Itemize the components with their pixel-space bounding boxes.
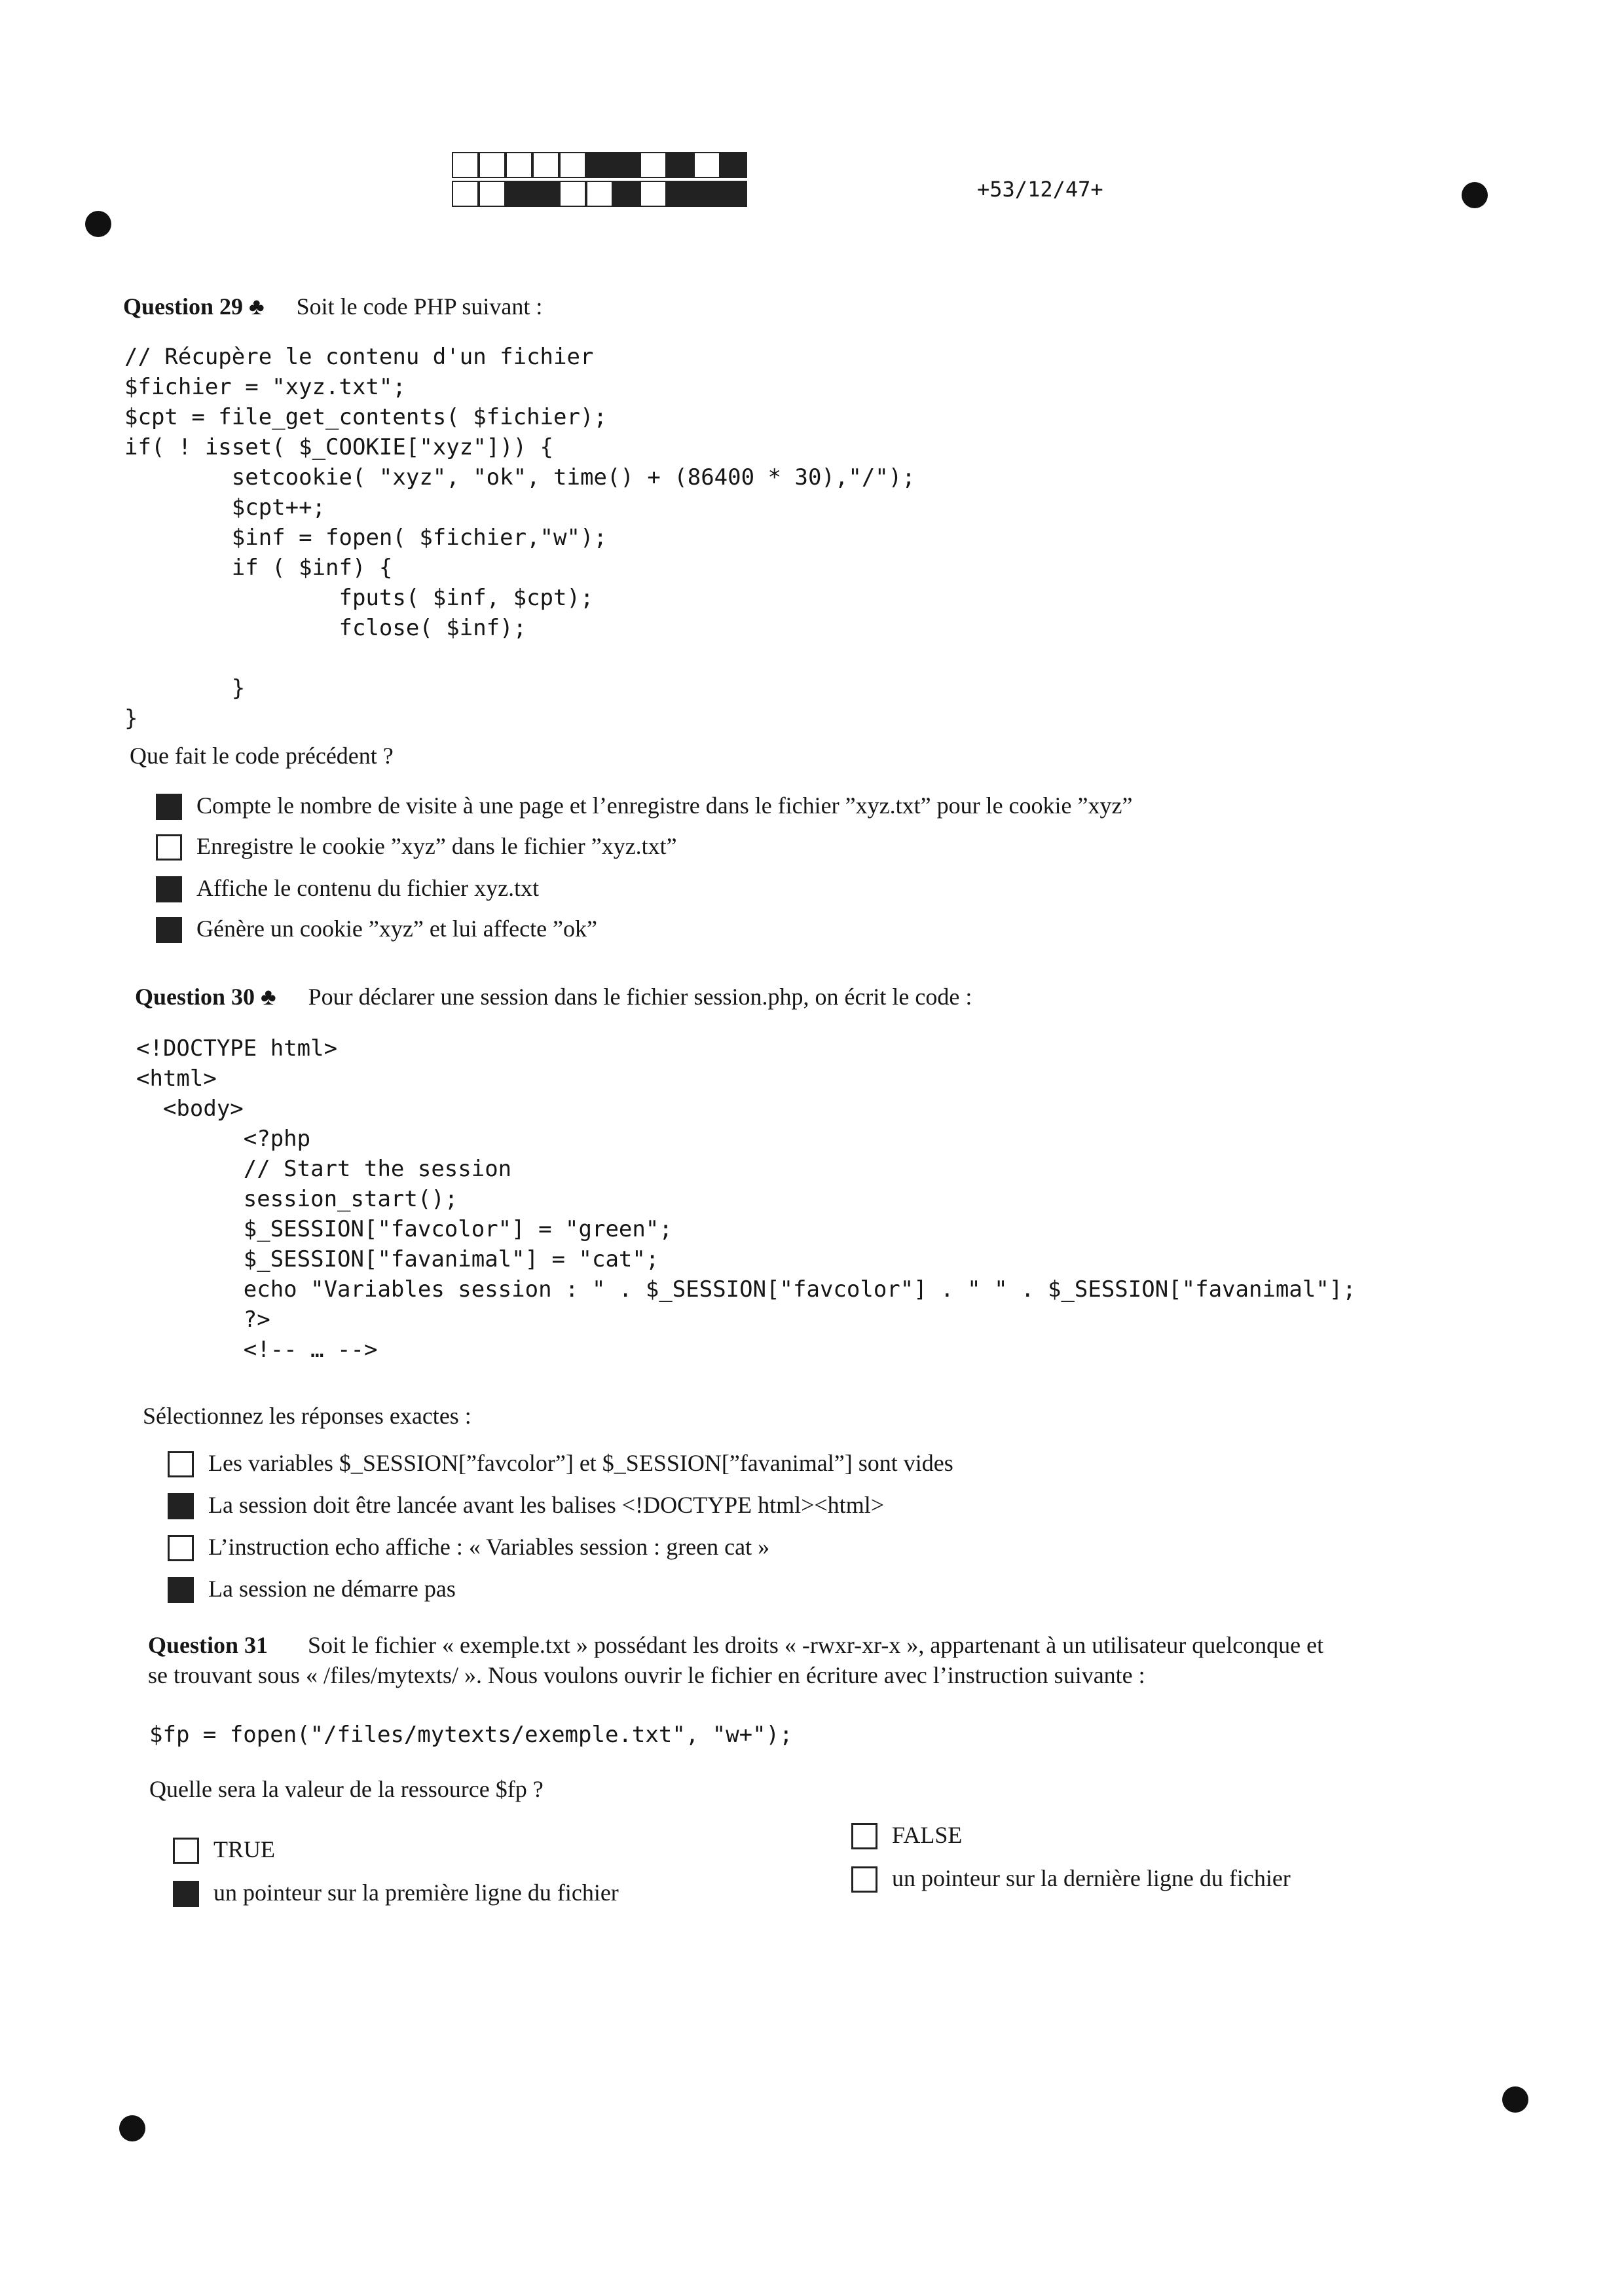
barcode <box>452 152 748 210</box>
question-intro: Soit le fichier « exemple.txt » possédant les droits « -rwxr-xr-x », appartenant à un utilisateur quelconque et <box>308 1632 1324 1658</box>
code-line: fclose( $inf); <box>124 615 527 641</box>
barcode-cell <box>479 181 506 207</box>
code-line: <html> <box>136 1065 217 1092</box>
code-line: if( ! isset( $_COOKIE["xyz"])) { <box>124 434 554 460</box>
barcode-cell <box>667 152 693 178</box>
code-line: <!DOCTYPE html> <box>136 1035 338 1062</box>
question-29-header <box>123 292 542 321</box>
barcode-cell <box>532 181 559 207</box>
question-31-header <box>148 1631 1323 1659</box>
barcode-cell <box>667 181 693 207</box>
answer-checkbox[interactable] <box>173 1838 199 1864</box>
barcode-cell <box>586 152 613 178</box>
code-line: <!-- … --> <box>136 1337 378 1363</box>
barcode-cell <box>640 152 667 178</box>
barcode-cell <box>479 152 506 178</box>
barcode-cell <box>720 152 747 178</box>
answer-label: Enregistre le cookie ”xyz” dans le fichier ”xyz.txt” <box>196 833 677 859</box>
page-code: +53/12/47+ <box>977 177 1103 202</box>
php-code-line: $fp = fopen("/files/mytexts/exemple.txt", "w+"); <box>149 1722 793 1748</box>
code-line: $cpt = file_get_contents( $fichier); <box>124 404 607 430</box>
answer-checkbox[interactable] <box>156 876 182 902</box>
code-line: $fichier = "xyz.txt"; <box>124 374 406 400</box>
barcode-cell <box>452 181 479 207</box>
registration-mark <box>1502 2086 1528 2113</box>
answer-checkbox[interactable] <box>173 1881 199 1907</box>
code-line: $inf = fopen( $fichier,"w"); <box>124 525 607 551</box>
barcode-cell <box>613 152 640 178</box>
question-prompt: Sélectionnez les réponses exactes : <box>143 1403 471 1429</box>
question-intro: Pour déclarer une session dans le fichier session.php, on écrit le code : <box>308 984 972 1010</box>
answer-checkbox[interactable] <box>851 1823 877 1849</box>
answer-label: La session ne démarre pas <box>208 1576 456 1602</box>
code-line: $cpt++; <box>124 494 326 521</box>
question-30-header <box>135 982 972 1011</box>
question-prompt: Quelle sera la valeur de la ressource $fp ? <box>149 1776 544 1802</box>
answer-checkbox[interactable] <box>156 834 182 861</box>
barcode-cell <box>559 181 586 207</box>
code-line: fputs( $inf, $cpt); <box>124 585 594 611</box>
code-line: echo "Variables session : " . $_SESSION["favcolor"] . " " . $_SESSION["favanimal"]; <box>136 1276 1356 1303</box>
html-code-block <box>136 1033 1356 1365</box>
question-title: Question 30 <box>135 984 255 1010</box>
barcode-cell <box>586 181 613 207</box>
registration-mark <box>1462 182 1488 208</box>
answer-label: La session doit être lancée avant les balises <!DOCTYPE html><html> <box>208 1492 884 1518</box>
barcode-cell <box>506 152 532 178</box>
code-line <box>124 643 915 673</box>
barcode-cell <box>559 152 586 178</box>
answer-label: un pointeur sur la dernière ligne du fichier <box>892 1865 1291 1891</box>
barcode-cell <box>693 152 720 178</box>
question-title: Question 29 <box>123 293 244 320</box>
code-line: } <box>124 675 246 701</box>
question-intro-continued: se trouvant sous « /files/mytexts/ ». Nous voulons ouvrir le fichier en écriture avec l’instruction suivante : <box>148 1662 1145 1688</box>
php-code-block <box>124 342 915 733</box>
question-intro: Soit le code PHP suivant : <box>296 293 543 320</box>
code-line: $_SESSION["favanimal"] = "cat"; <box>136 1246 659 1272</box>
answer-checkbox[interactable] <box>168 1451 194 1477</box>
answer-label: Affiche le contenu du fichier xyz.txt <box>196 875 540 901</box>
code-line: $_SESSION["favcolor"] = "green"; <box>136 1216 673 1242</box>
code-line: ?> <box>136 1306 270 1333</box>
answer-label: un pointeur sur la première ligne du fichier <box>213 1879 619 1906</box>
registration-mark <box>119 2115 145 2141</box>
answer-checkbox[interactable] <box>168 1577 194 1603</box>
barcode-cell <box>452 152 479 178</box>
code-line: setcookie( "xyz", "ok", time() + (86400 * 30),"/"); <box>124 464 915 491</box>
barcode-cell <box>613 181 640 207</box>
answer-label: Génère un cookie ”xyz” et lui affecte ”ok” <box>196 916 597 942</box>
code-line: <?php <box>136 1126 311 1152</box>
answer-checkbox[interactable] <box>156 917 182 943</box>
code-line: } <box>124 705 138 731</box>
registration-mark <box>85 211 111 237</box>
answer-label: Compte le nombre de visite à une page et l’enregistre dans le fichier ”xyz.txt” pour le cookie ”xyz” <box>196 792 1133 819</box>
barcode-cell <box>532 152 559 178</box>
question-title: Question 31 <box>148 1632 268 1658</box>
question-prompt: Que fait le code précédent ? <box>130 743 394 769</box>
barcode-cell <box>506 181 532 207</box>
barcode-cell <box>693 181 720 207</box>
answer-checkbox[interactable] <box>851 1866 877 1893</box>
answer-checkbox[interactable] <box>168 1535 194 1561</box>
answer-checkbox[interactable] <box>156 794 182 820</box>
club-icon: ♣ <box>249 293 265 320</box>
club-icon: ♣ <box>261 984 276 1010</box>
answer-label: FALSE <box>892 1822 963 1848</box>
barcode-cell <box>640 181 667 207</box>
code-line: // Start the session <box>136 1156 512 1182</box>
barcode-cell <box>720 181 747 207</box>
answer-checkbox[interactable] <box>168 1493 194 1519</box>
answer-label: Les variables $_SESSION[”favcolor”] et $_SESSION[”favanimal”] sont vides <box>208 1450 953 1476</box>
code-line: session_start(); <box>136 1186 458 1212</box>
answer-label: TRUE <box>213 1836 275 1862</box>
answer-label: L’instruction echo affiche : « Variables session : green cat » <box>208 1534 770 1560</box>
code-line: if ( $inf) { <box>124 555 393 581</box>
code-line: <body> <box>136 1096 244 1122</box>
code-line: // Récupère le contenu d'un fichier <box>124 344 594 370</box>
